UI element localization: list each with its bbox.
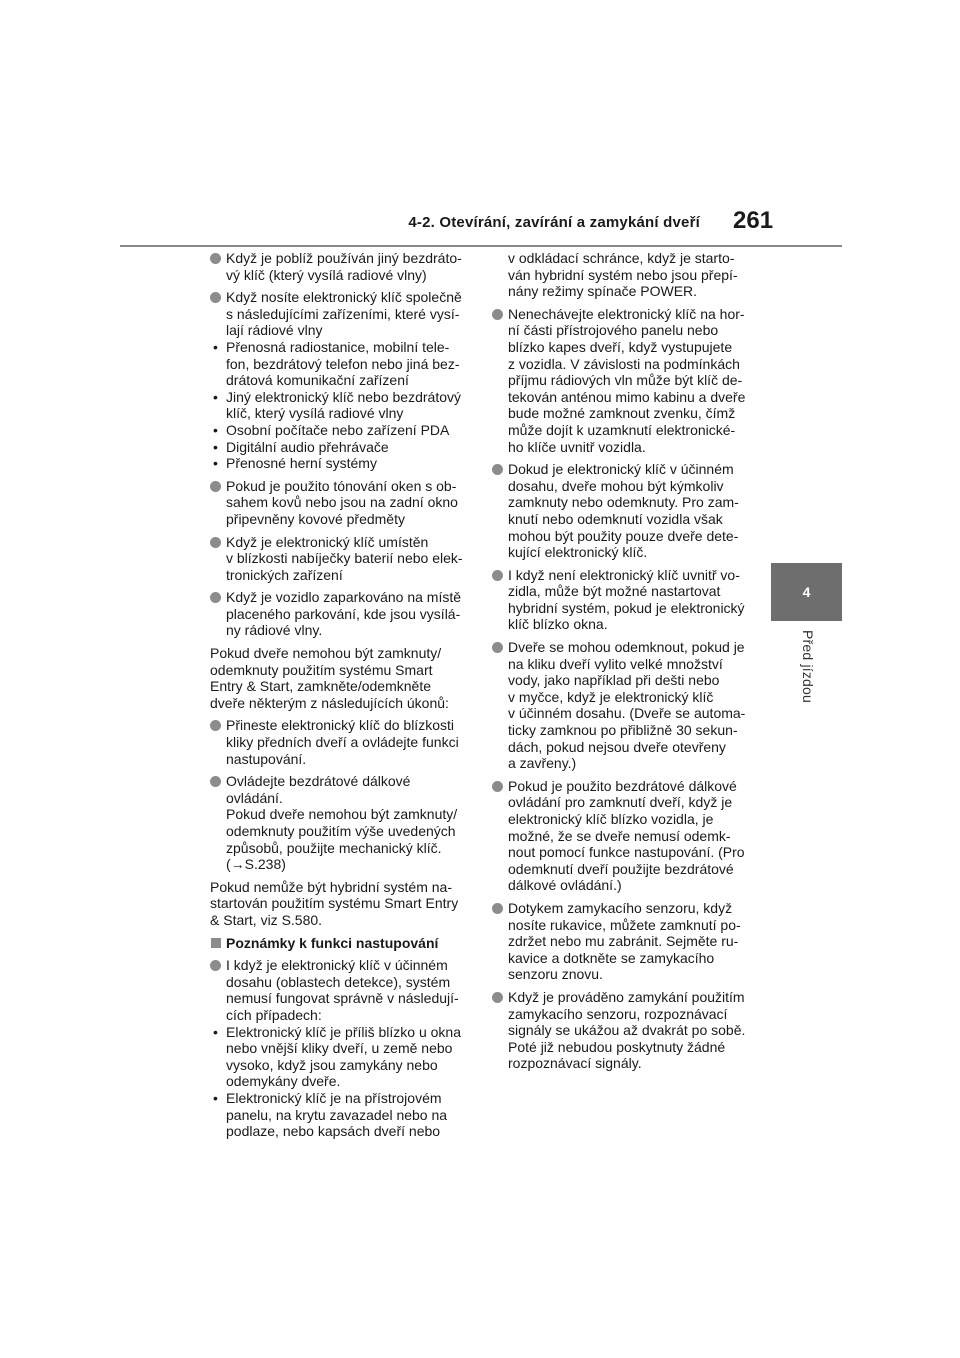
text-line: odemknuty použitím výše uvedených xyxy=(226,823,456,839)
text-line: startován použitím systému Smart Entry xyxy=(210,895,459,912)
bullet-item xyxy=(492,461,760,561)
bullet-item xyxy=(492,900,760,983)
sub-list xyxy=(210,1024,470,1140)
text-line: Přenosná radiostanice, mobilní tele- xyxy=(226,338,450,355)
text-line: sahem kovů nebo jsou na zadní okno xyxy=(226,494,458,511)
text-line: rozpoznávací signály. xyxy=(508,1055,642,1072)
text-line: na kliku dveří vylito velké množství xyxy=(508,655,723,672)
text-line: dveře některým z následujících úkonů: xyxy=(210,694,449,711)
text-line: dálkové ovládání.) xyxy=(508,877,622,894)
text-line: odemknutí dveří použijte bezdrátové xyxy=(508,860,734,877)
text-line: mohou být použity pouze dveře dete- xyxy=(508,527,739,544)
right-column xyxy=(492,250,760,1078)
text-line: v blízkosti nabíječky baterií nebo elek- xyxy=(226,550,463,567)
text-line: Pokud nemůže být hybridní systém na- xyxy=(210,878,453,895)
text-line: Poté již nebudou poskytnuty žádné xyxy=(508,1038,726,1055)
text-line: s následujícími zařízeními, které vysí- xyxy=(226,305,460,322)
bullet-item xyxy=(210,534,470,584)
sub-bullet-marker: • xyxy=(213,338,218,355)
bullet-item xyxy=(492,778,760,894)
text-line: kavice a dotkněte se zamykacího xyxy=(508,949,715,966)
text-line: Když nosíte elektronický klíč společně xyxy=(226,289,462,306)
text-line: I když není elektronický klíč uvnitř vo- xyxy=(508,566,740,583)
text-line: Digitální audio přehrávače xyxy=(226,438,389,455)
sub-list-item xyxy=(210,439,470,456)
text-line: Elektronický klíč je příliš blízko u okna xyxy=(226,1023,461,1040)
text-line: Ovládejte bezdrátové dálkové ovládání. xyxy=(226,773,411,806)
text-line: a zavřeny.) xyxy=(508,755,577,772)
text-line: zdržet nebo mu zabránit. Sejměte ru- xyxy=(508,933,739,950)
text-line: senzoru znovu. xyxy=(508,966,603,983)
text-line: signály se ukážou až dvakrát po sobě. xyxy=(508,1022,746,1039)
text-line: Když je prováděno zamykání použitím xyxy=(508,988,745,1005)
text-line: v myčce, když je elektronický klíč xyxy=(508,688,714,705)
text-line: ticky zamknou po přibližně 30 sekun- xyxy=(508,722,738,739)
bullet-item xyxy=(210,289,470,339)
text-line: Entry & Start, zamkněte/odemkněte xyxy=(210,678,431,695)
sub-list-item xyxy=(210,1090,470,1140)
text-line: Dveře se mohou odemknout, pokud je xyxy=(508,639,745,656)
bullet-item xyxy=(492,306,760,455)
bullet-item xyxy=(210,589,470,639)
text-line: vysoko, když jsou zamykány nebo xyxy=(226,1056,438,1073)
bullet-item xyxy=(210,717,470,767)
text-line: dosahu (oblastech detekce), systém xyxy=(226,973,451,990)
text-line: & Start, viz S.580. xyxy=(210,911,323,928)
bullet-item xyxy=(210,773,470,873)
text-line: Nenechávejte elektronický klíč na hor- xyxy=(508,305,745,322)
text-line: placeného parkování, kde jsou vysílá- xyxy=(226,605,461,622)
page-number: 261 xyxy=(733,207,774,234)
text-line: Dokud je elektronický klíč v účinném xyxy=(508,461,734,478)
bullet-item xyxy=(210,478,470,528)
text-line: blízko kapes dveří, když vystupujete xyxy=(508,338,733,355)
paragraph xyxy=(210,645,470,711)
bullet-dot-icon xyxy=(492,309,503,320)
sub-bullet-marker: • xyxy=(213,388,218,405)
text-line: zamknuty nebo odemknuty. Pro zam- xyxy=(508,494,739,511)
bullet-item xyxy=(492,639,760,772)
text-line: Když je poblíž používán jiný bezdráto- xyxy=(226,250,462,266)
text-line: klíč, který vysílá radiové vlny xyxy=(226,405,404,422)
bullet-dot-icon xyxy=(210,776,221,787)
heading-text: Poznámky k funkci nastupování xyxy=(226,934,439,951)
bullet-item xyxy=(210,250,470,283)
text-line: hybridní systém, pokud je elektronický xyxy=(508,599,745,616)
text-line: ovládání pro zamknutí dveří, když je xyxy=(508,794,733,811)
text-line: nosíte rukavice, můžete zamknutí po- xyxy=(508,916,741,933)
text-line: elektronický klíč blízko vozidla, je xyxy=(508,811,714,827)
chapter-label: Před jízdou xyxy=(800,630,816,704)
sub-bullet-marker: • xyxy=(213,1023,218,1040)
bullet-dot-icon xyxy=(492,781,503,792)
left-column xyxy=(210,250,470,1146)
text-line: nout pomocí funkce nastupování. (Pro xyxy=(508,844,745,861)
text-line: drátová komunikační zařízení xyxy=(226,372,409,389)
text-line: připevněny kovové předměty xyxy=(226,510,405,527)
text-line: vody, jako například při dešti nebo xyxy=(508,672,720,689)
text-line: Pokud dveře nemohou být zamknuty/ xyxy=(226,806,458,823)
text-line: ho klíče uvnitř vozidla. xyxy=(508,438,646,455)
bullet-dot-icon xyxy=(492,464,503,475)
bullet-dot-icon xyxy=(210,292,221,303)
sub-list xyxy=(210,339,470,472)
text-line: ny rádiové vlny. xyxy=(226,622,323,639)
text-line: dách, pokud nejsou dveře otevřeny xyxy=(508,738,726,755)
bullet-dot-icon xyxy=(492,903,503,914)
bullet-dot-icon xyxy=(210,960,221,971)
text-line: nastupování. xyxy=(226,750,307,767)
chapter-number: 4 xyxy=(802,584,811,600)
text-line: podlaze, nebo kapsách dveří nebo xyxy=(226,1123,441,1140)
text-line: fon, bezdrátový telefon nebo jiná bez- xyxy=(226,355,460,372)
text-line: způsobů, použijte mechanický klíč. xyxy=(226,839,442,856)
text-line: může dojít k uzamknutí elektronické- xyxy=(508,421,736,438)
text-line: v odkládací schránce, když je starto- xyxy=(508,250,735,266)
sub-bullet-marker: • xyxy=(213,1089,218,1106)
text-line: Jiný elektronický klíč nebo bezdrátový xyxy=(226,388,461,405)
text-line: Pokud je použito tónování oken s ob- xyxy=(226,477,457,494)
text-line: nány režimy spínače POWER. xyxy=(508,283,698,300)
sub-list-item xyxy=(210,455,470,472)
text-line: kující elektronický klíč. xyxy=(508,544,648,561)
text-line: I když je elektronický klíč v účinném xyxy=(226,957,448,974)
continued-text xyxy=(492,250,760,300)
text-line: odemknuty použitím systému Smart xyxy=(210,661,433,678)
text-line: Pokud je použito bezdrátové dálkové xyxy=(508,777,737,794)
paragraph xyxy=(210,879,470,929)
text-line: v účinném dosahu. (Dveře se automa- xyxy=(508,705,746,722)
text-line: tekován anténou mimo kabinu a dveře xyxy=(508,388,746,405)
text-line: z vozidla. V závislosti na podmínkách xyxy=(508,355,740,372)
bullet-item xyxy=(210,957,470,1023)
text-line: knutí nebo odemknutí vozidla však xyxy=(508,510,723,527)
text-line: dosahu, dveře mohou být kýmkoliv xyxy=(508,477,724,494)
text-line: Pokud dveře nemohou být zamknuty/ xyxy=(210,645,442,662)
text-line: Přenosné herní systémy xyxy=(226,455,377,472)
text-line: Když je vozidlo zaparkováno na místě xyxy=(226,589,462,606)
text-line: možné, že se dveře nemusí odemk- xyxy=(508,827,731,844)
text-line: cích případech: xyxy=(226,1006,322,1023)
sub-list-item xyxy=(210,389,470,422)
text-line: zamykacího senzoru, rozpoznávací xyxy=(508,1005,728,1022)
text-line: odemykány dveře. xyxy=(226,1073,341,1090)
text-line: lají rádiové vlny xyxy=(226,322,323,339)
text-line: ní části přístrojového panelu nebo xyxy=(508,322,719,339)
sub-list-item xyxy=(210,422,470,439)
text-line: příjmu rádiových vln může být klíč de- xyxy=(508,372,743,389)
text-line: Elektronický klíč je na přístrojovém xyxy=(226,1089,442,1106)
text-line: vý klíč (který vysílá radiové vlny) xyxy=(226,266,427,283)
text-line: tronických zařízení xyxy=(226,566,343,583)
header-divider xyxy=(120,245,842,247)
text-line: Osobní počítače nebo zařízení PDA xyxy=(226,421,450,438)
section-title: 4-2. Otevírání, zavírání a zamykání dveří xyxy=(408,214,700,231)
sub-bullet-marker: • xyxy=(213,455,218,472)
text-line: ván hybridní systém nebo jsou přepí- xyxy=(508,266,738,283)
text-line: bude možné zamknout zvenku, čímž xyxy=(508,405,736,422)
sub-list-item xyxy=(210,339,470,389)
bullet-item xyxy=(492,989,760,1072)
bullet-dot-icon xyxy=(492,992,503,1003)
text-line: (→S.238) xyxy=(226,856,286,873)
bullet-dot-icon xyxy=(210,720,221,731)
text-line: nebo vnější kliky dveří, u země nebo xyxy=(226,1040,453,1057)
text-line: nemusí fungovat správně v následují- xyxy=(226,990,459,1007)
bullet-dot-icon xyxy=(492,570,503,581)
bullet-dot-icon xyxy=(210,481,221,492)
sub-list-item xyxy=(210,1024,470,1090)
bullet-dot-icon xyxy=(210,592,221,603)
text-line: Dotykem zamykacího senzoru, když xyxy=(508,899,733,916)
text-line: Přineste elektronický klíč do blízkosti xyxy=(226,717,454,734)
text-line: zidla, může být možné nastartovat xyxy=(508,583,721,600)
bullet-dot-icon xyxy=(492,642,503,653)
section-heading xyxy=(210,935,470,952)
text-line: kliky předních dveří a ovládejte funkci xyxy=(226,734,459,751)
text-line: panelu, na krytu zavazadel nebo na xyxy=(226,1106,448,1123)
sub-bullet-marker: • xyxy=(213,438,218,455)
sub-bullet-marker: • xyxy=(213,421,218,438)
text-line: Když je elektronický klíč umístěn xyxy=(226,533,429,550)
text-line: klíč blízko okna. xyxy=(508,616,608,633)
bullet-dot-icon xyxy=(210,253,221,264)
chapter-tab xyxy=(771,563,842,621)
bullet-item xyxy=(492,567,760,633)
heading-square-icon xyxy=(211,938,221,948)
bullet-dot-icon xyxy=(210,537,221,548)
